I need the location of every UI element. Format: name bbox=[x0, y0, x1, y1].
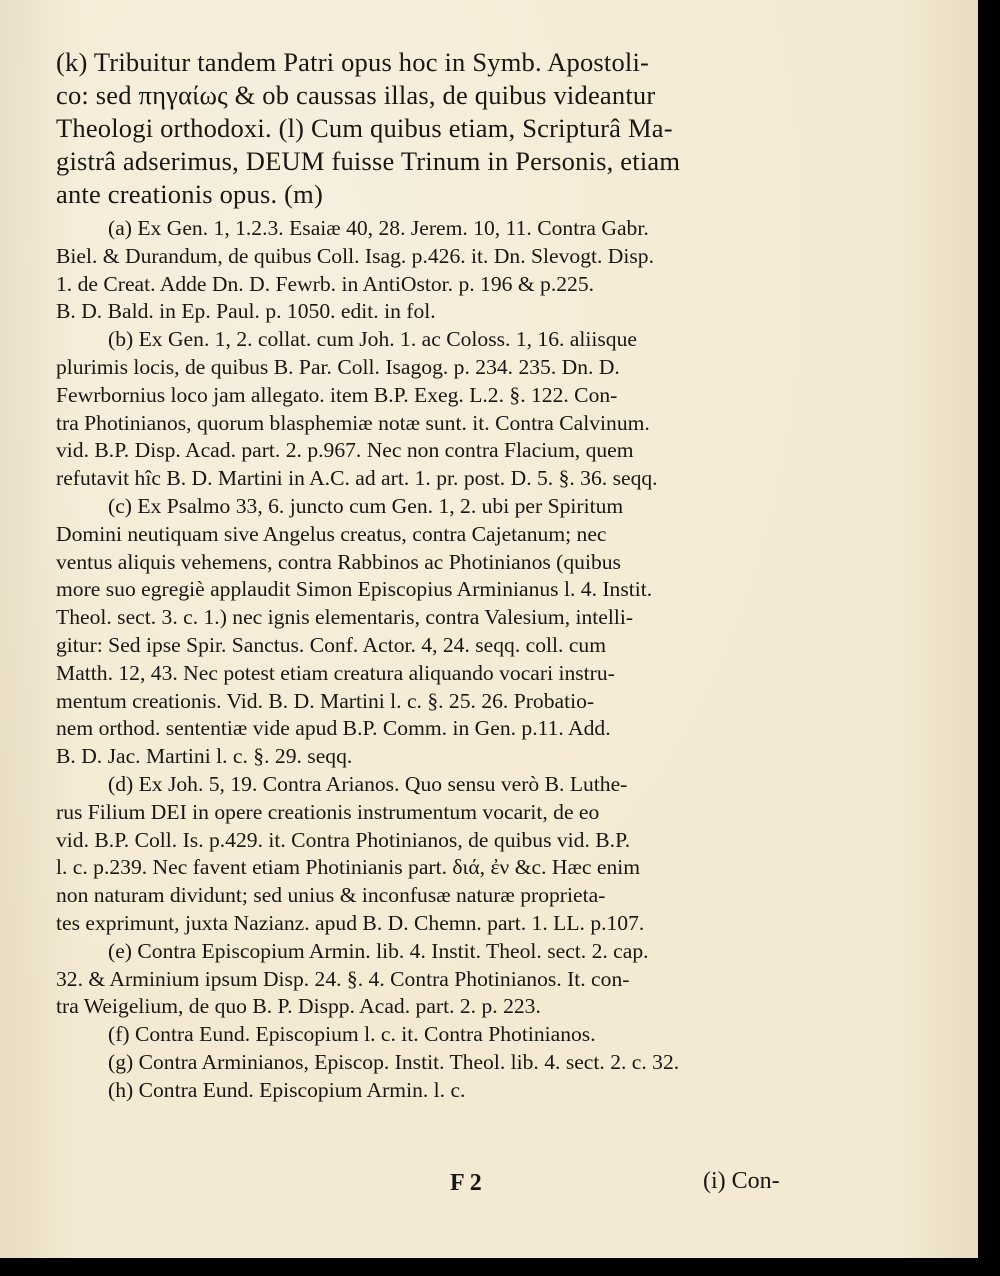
footnote-line: B. D. Bald. in Ep. Paul. p. 1050. edit. in fol. bbox=[56, 299, 436, 324]
footnotes bbox=[56, 215, 796, 1105]
footnote-line: nem orthod. sententiæ vide apud B.P. Comm. in Gen. p.11. Add. bbox=[56, 716, 611, 741]
footnote-line: (b) Ex Gen. 1, 2. collat. cum Joh. 1. ac Coloss. 1, 16. aliisque bbox=[108, 327, 637, 352]
footnote-line: more suo egregiè applaudit Simon Episcopius Arminianus l. 4. Instit. bbox=[56, 577, 653, 602]
footnote-line: tes exprimunt, juxta Nazianz. apud B. D. Chemn. part. 1. LL. p.107. bbox=[56, 910, 645, 935]
footnote-line: tra Weigelium, de quo B. P. Dispp. Acad. part. 2. p. 223. bbox=[56, 994, 541, 1019]
footnote-line: 1. de Creat. Adde Dn. D. Fewrb. in AntiOstor. p. 196 & p.225. bbox=[56, 271, 595, 296]
page-footer bbox=[0, 1168, 978, 1202]
scan-border-bottom bbox=[0, 1258, 1000, 1276]
footnote-line: (e) Contra Episcopium Armin. lib. 4. Instit. Theol. sect. 2. cap. bbox=[108, 938, 649, 963]
footnote-line: non naturam dividunt; sed unius & inconfusæ naturæ proprieta- bbox=[56, 883, 606, 908]
scan-border-right bbox=[978, 0, 1000, 1276]
footnote-line: plurimis locis, de quibus B. Par. Coll. Isagog. p. 234. 235. Dn. D. bbox=[56, 354, 620, 379]
footnote-line: B. D. Jac. Martini l. c. §. 29. seqq. bbox=[56, 744, 353, 769]
body-line: Theologi orthodoxi. (l) Cum quibus etiam, Scripturâ Ma- bbox=[56, 113, 673, 143]
footnote-line: mentum creationis. Vid. B. D. Martini l. c. §. 25. 26. Probatio- bbox=[56, 688, 595, 713]
footnote-line: (c) Ex Psalmo 33, 6. juncto cum Gen. 1, 2. ubi per Spiritum bbox=[108, 493, 624, 518]
body-line: (k) Tribuitur tandem Patri opus hoc in Symb. Apostoli- bbox=[56, 47, 650, 77]
footnote-line: Biel. & Durandum, de quibus Coll. Isag. p.426. it. Dn. Slevogt. Disp. bbox=[56, 243, 655, 268]
footnote-line: gitur: Sed ipse Spir. Sanctus. Conf. Actor. 4, 24. seqq. coll. cum bbox=[56, 632, 607, 657]
main-paragraph bbox=[56, 46, 796, 211]
footnote-line: refutavit hîc B. D. Martini in A.C. ad art. 1. pr. post. D. 5. §. 36. seqq. bbox=[56, 466, 658, 491]
footnote-line: 32. & Arminium ipsum Disp. 24. §. 4. Contra Photinianos. It. con- bbox=[56, 966, 630, 991]
footnote-line: (f) Contra Eund. Episcopium l. c. it. Contra Photinianos. bbox=[108, 1022, 596, 1047]
footnote-line: (h) Contra Eund. Episcopium Armin. l. c. bbox=[108, 1077, 466, 1102]
catchword: (i) Con- bbox=[703, 1168, 780, 1194]
footnote-line: (d) Ex Joh. 5, 19. Contra Arianos. Quo sensu verò B. Luthe- bbox=[108, 771, 628, 796]
footnote-line: Domini neutiquam sive Angelus creatus, contra Cajetanum; nec bbox=[56, 521, 607, 546]
footnote-line: tra Photinianos, quorum blasphemiæ notæ sunt. it. Contra Calvinum. bbox=[56, 410, 650, 435]
body-line: gistrâ adserimus, DEUM fuisse Trinum in Personis, etiam bbox=[56, 146, 681, 176]
body-line: ante creationis opus. (m) bbox=[56, 179, 323, 209]
footnote-line: (g) Contra Arminianos, Episcop. Instit. Theol. lib. 4. sect. 2. c. 32. bbox=[108, 1049, 680, 1074]
footnote-line: ventus aliquis vehemens, contra Rabbinos ac Photinianos (quibus bbox=[56, 549, 621, 574]
signature-mark: F 2 bbox=[450, 1170, 482, 1196]
footnote-line: rus Filium DEI in opere creationis instrumentum vocarit, de eo bbox=[56, 799, 600, 824]
footnote-line: Theol. sect. 3. c. 1.) nec ignis elementaris, contra Valesium, intelli- bbox=[56, 605, 634, 630]
footnote-line: vid. B.P. Coll. Is. p.429. it. Contra Photinianos, de quibus vid. B.P. bbox=[56, 827, 631, 852]
footnote-line: vid. B.P. Disp. Acad. part. 2. p.967. Nec non contra Flacium, quem bbox=[56, 438, 634, 463]
footnote-line: Matth. 12, 43. Nec potest etiam creatura aliquando vocari instru- bbox=[56, 660, 615, 685]
footnote-line: l. c. p.239. Nec favent etiam Photinianis part. διά, ἐν &c. Hæc enim bbox=[56, 855, 641, 880]
footnote-line: Fewrbornius loco jam allegato. item B.P. Exeg. L.2. §. 122. Con- bbox=[56, 382, 618, 407]
body-line: co: sed πηγαίως & ob caussas illas, de quibus videantur bbox=[56, 80, 656, 110]
footnote-line: (a) Ex Gen. 1, 1.2.3. Esaiæ 40, 28. Jerem. 10, 11. Contra Gabr. bbox=[108, 216, 649, 240]
